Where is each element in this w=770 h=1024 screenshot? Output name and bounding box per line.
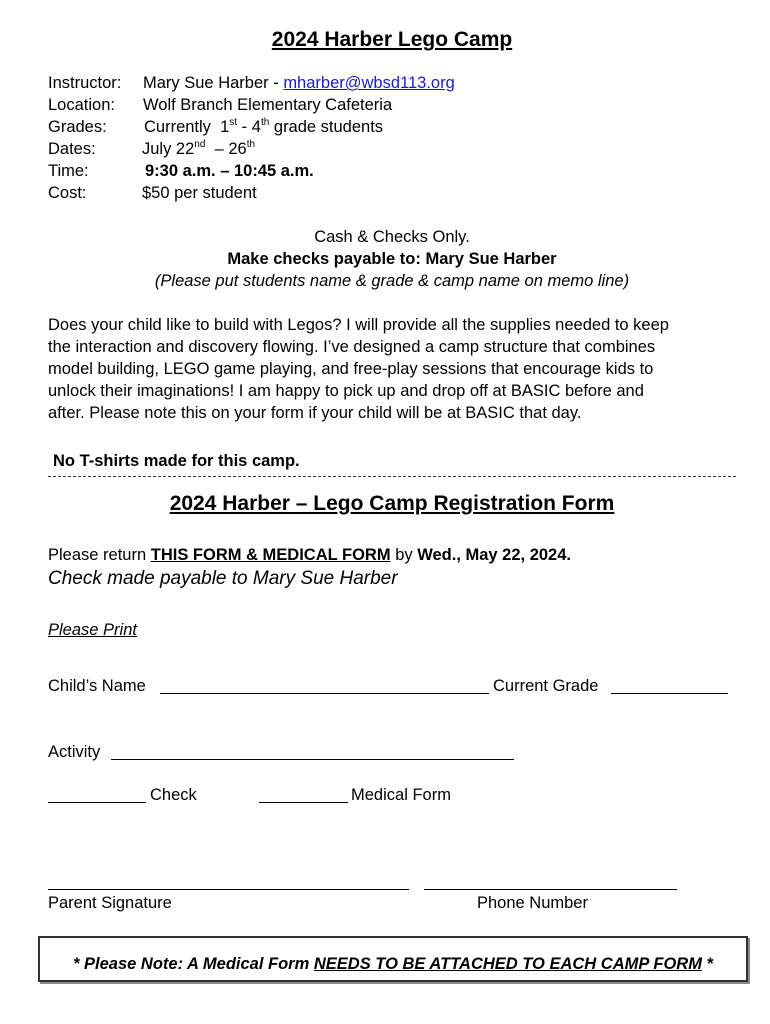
medical-form-field[interactable] xyxy=(259,788,348,803)
grades-end-sup: th xyxy=(260,117,270,128)
location-value: Wolf Branch Elementary Cafeteria xyxy=(143,96,393,114)
activity-field[interactable] xyxy=(111,745,514,760)
description-line: unlock their imaginations! I am happy to pick up and drop off at BASIC before and xyxy=(48,382,644,400)
parent-signature-label: Parent Signature xyxy=(48,894,172,912)
return-date: Wed., May 22, 2024. xyxy=(417,546,571,564)
dates-start: July 22 xyxy=(142,140,195,158)
location-label: Location: xyxy=(48,96,115,114)
dates-label: Dates: xyxy=(48,140,96,158)
phone-number-field[interactable] xyxy=(424,875,677,890)
grades-label: Grades: xyxy=(48,118,107,136)
description-line: after. Please note this on your form if your child will be at BASIC that day. xyxy=(48,404,582,422)
activity-label: Activity xyxy=(48,743,101,761)
no-tshirts-note: No T-shirts made for this camp. xyxy=(53,452,300,470)
instructor-email-link[interactable]: mharber@wbsd113.org xyxy=(283,74,455,92)
grades-end: 4 xyxy=(251,118,261,136)
medical-form-label: Medical Form xyxy=(351,786,451,804)
time-label: Time: xyxy=(48,162,89,180)
notice-emphasis: NEEDS TO BE ATTACHED TO EACH CAMP FORM xyxy=(313,955,702,973)
grades-suffix: grade students xyxy=(273,118,384,136)
grades-start: 1 xyxy=(220,118,230,136)
grades-value xyxy=(144,118,383,137)
time-value: 9:30 a.m. – 10:45 a.m. xyxy=(145,162,314,180)
cost-value: $50 per student xyxy=(142,184,257,202)
check-payable-note: Check made payable to Mary Sue Harber xyxy=(48,568,398,589)
parent-signature-field[interactable] xyxy=(48,875,409,890)
instructor-label: Instructor: xyxy=(48,74,122,92)
form-title: 2024 Harber – Lego Camp Registration Form xyxy=(169,492,615,515)
return-prefix: Please return xyxy=(48,546,147,564)
instructor-name: Mary Sue Harber - xyxy=(143,74,279,92)
dates-end-sup: th xyxy=(246,139,256,150)
check-field[interactable] xyxy=(48,788,146,803)
payment-method: Cash & Checks Only. xyxy=(314,228,470,246)
notice-text xyxy=(40,955,746,974)
grades-prefix: Currently xyxy=(144,118,211,136)
child-name-field[interactable] xyxy=(160,679,489,694)
notice-prefix: * Please Note: A Medical Form xyxy=(73,955,310,973)
dates-end: – 26 xyxy=(214,140,247,158)
dates-start-sup: nd xyxy=(194,139,206,150)
phone-number-label: Phone Number xyxy=(477,894,588,912)
current-grade-label: Current Grade xyxy=(493,677,599,695)
return-by: by xyxy=(395,546,413,564)
description-line: model building, LEGO game playing, and free-play sessions that encourage kids to xyxy=(48,360,654,378)
check-label: Check xyxy=(150,786,197,804)
page-title: 2024 Harber Lego Camp xyxy=(271,28,513,51)
cost-label: Cost: xyxy=(48,184,87,202)
return-forms: THIS FORM & MEDICAL FORM xyxy=(150,546,391,564)
description-line: the interaction and discovery flowing. I’ve designed a camp structure that combines xyxy=(48,338,656,356)
dates-value xyxy=(142,140,255,159)
description-line: Does your child like to build with Legos? I will provide all the supplies needed to keep xyxy=(48,316,669,334)
grades-dash: - xyxy=(241,118,248,136)
notice-suffix: * xyxy=(706,955,713,973)
payable-to: Make checks payable to: Mary Sue Harber xyxy=(227,250,557,268)
memo-instruction: (Please put students name & grade & camp name on memo line) xyxy=(154,272,630,290)
grades-start-sup: st xyxy=(229,117,238,128)
return-instruction xyxy=(48,546,571,565)
please-print-label: Please Print xyxy=(48,621,137,639)
current-grade-field[interactable] xyxy=(611,679,728,694)
cut-line-divider xyxy=(48,476,736,477)
medical-form-notice xyxy=(38,936,748,982)
child-name-label: Child’s Name xyxy=(48,677,146,695)
camp-description xyxy=(48,314,738,424)
